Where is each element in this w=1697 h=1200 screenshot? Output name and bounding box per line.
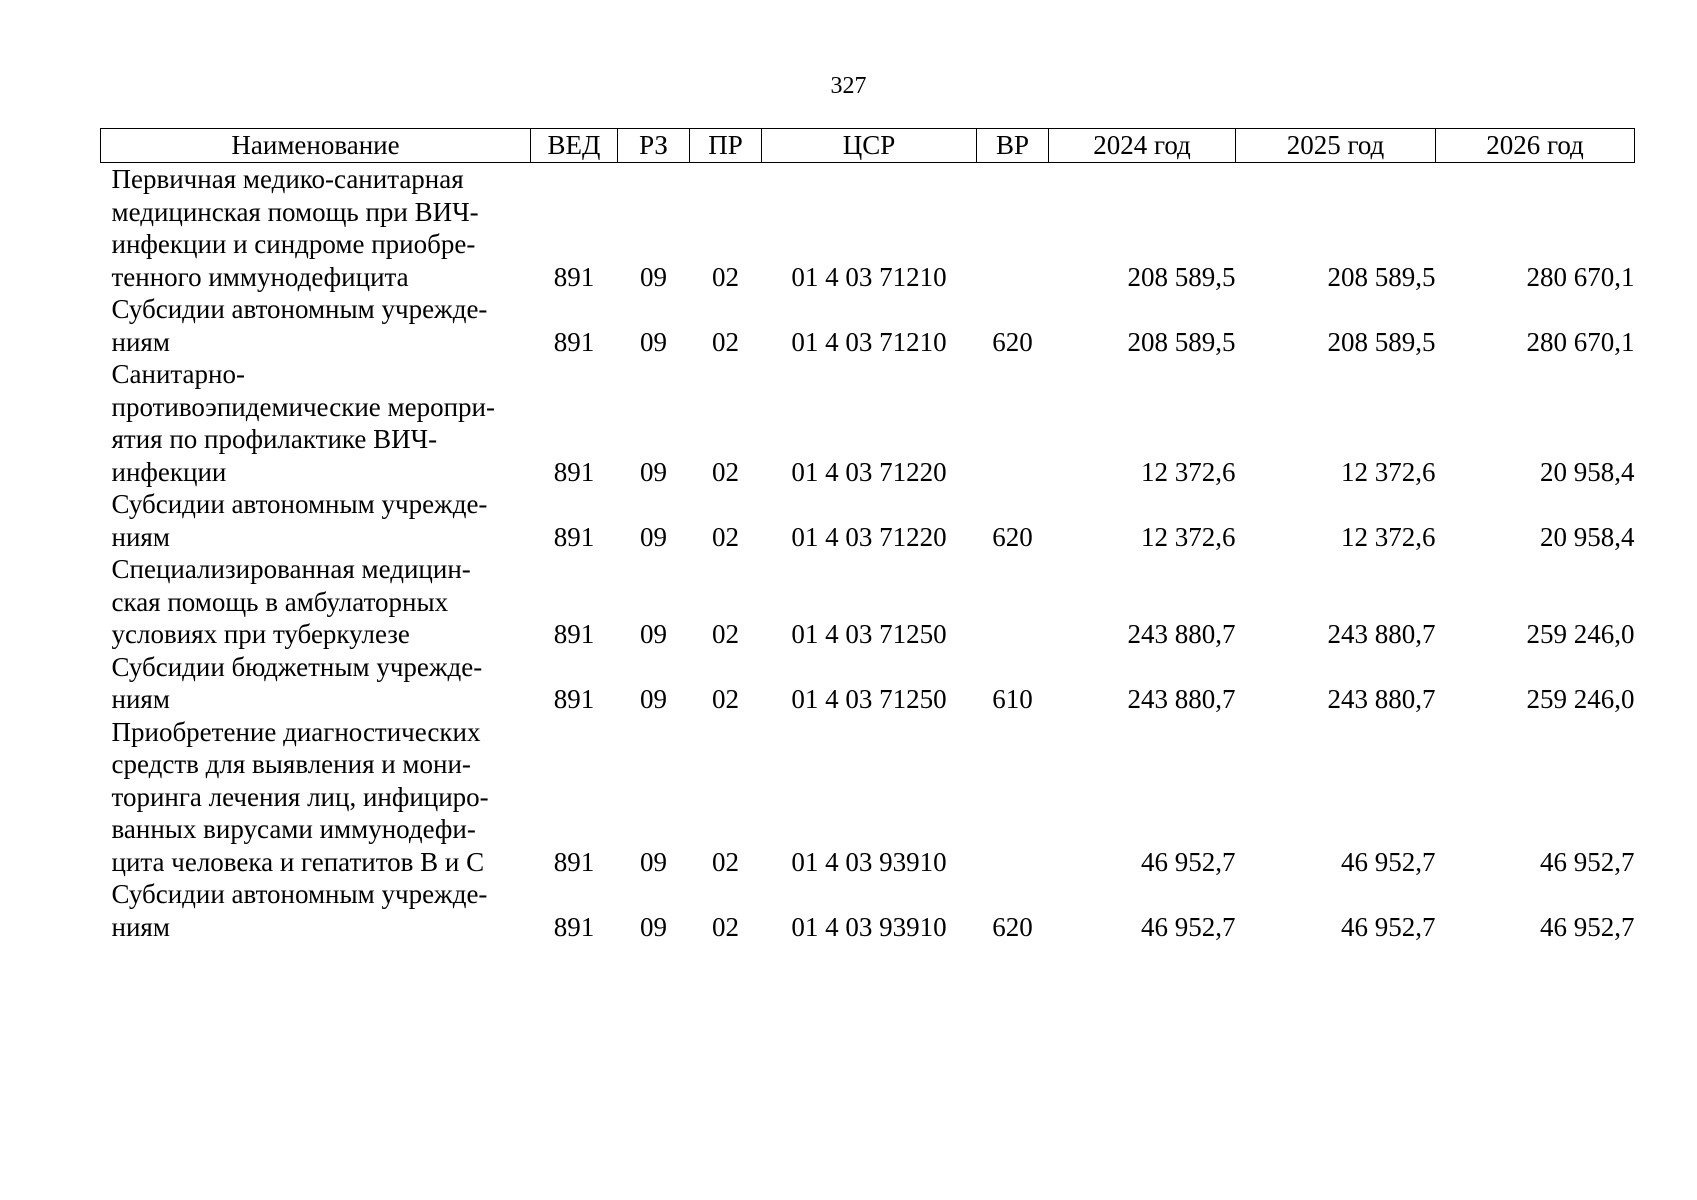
cell-rz: 09 <box>640 684 667 714</box>
table-header-row <box>101 129 1635 163</box>
cell-ved: 891 <box>553 456 595 487</box>
name-line: Субсидии автономным учрежде- <box>111 879 488 909</box>
table-row <box>101 716 1635 879</box>
cell-pr: 02 <box>712 326 739 357</box>
table-row <box>101 293 1635 358</box>
cell-vr <box>977 358 1049 488</box>
cell-vr: 610 <box>992 684 1033 714</box>
cell-2025: 12 372,6 <box>1341 521 1436 552</box>
cell-csr: 01 4 03 71220 <box>791 521 947 552</box>
name-line: инфекции и синдроме приобре- <box>111 229 476 259</box>
name-line: Специализированная медицин- <box>111 554 471 584</box>
cell-pr: 02 <box>712 911 739 942</box>
cell-2026: 46 952,7 <box>1540 911 1635 942</box>
cell-2024: 208 589,5 <box>1127 326 1236 357</box>
cell-pr: 02 <box>712 846 739 877</box>
cell-2026: 20 958,4 <box>1540 521 1635 552</box>
table-row <box>101 651 1635 716</box>
cell-2024: 46 952,7 <box>1141 846 1236 877</box>
cell-2025: 46 952,7 <box>1341 846 1436 877</box>
name-line: Первичная медико-санитарная <box>111 164 464 194</box>
header-csr: ЦСР <box>762 129 977 163</box>
cell-2026: 280 670,1 <box>1526 261 1635 292</box>
cell-2025: 208 589,5 <box>1327 326 1436 357</box>
row-name <box>101 716 531 879</box>
cell-csr: 01 4 03 71210 <box>791 261 947 292</box>
page-number: 327 <box>830 73 867 99</box>
cell-2024: 208 589,5 <box>1127 261 1236 292</box>
cell-2026: 46 952,7 <box>1540 846 1635 877</box>
cell-ved: 891 <box>553 911 595 942</box>
name-line: ниям <box>111 911 170 942</box>
name-line: средств для выявления и мони- <box>111 749 471 779</box>
table-row <box>101 553 1635 651</box>
cell-2026: 259 246,0 <box>1526 619 1635 649</box>
name-line: Приобретение диагностических <box>111 716 481 747</box>
row-name <box>101 651 531 716</box>
name-line: ниям <box>111 326 170 357</box>
header-name: Наименование <box>101 129 531 163</box>
cell-csr: 01 4 03 71250 <box>791 684 947 714</box>
table-row <box>101 163 1635 294</box>
row-name <box>101 163 531 294</box>
cell-rz: 09 <box>640 521 667 552</box>
row-name <box>101 293 531 358</box>
row-name <box>101 553 531 651</box>
cell-pr: 02 <box>712 619 739 649</box>
name-line: торинга лечения лиц, инфициро- <box>111 781 489 812</box>
cell-vr <box>977 716 1049 879</box>
cell-vr: 620 <box>992 911 1033 942</box>
cell-ved: 891 <box>553 261 595 292</box>
table-row <box>101 488 1635 553</box>
name-line: ниям <box>111 521 170 552</box>
name-line: ниям <box>111 684 170 714</box>
cell-2024: 12 372,6 <box>1141 521 1236 552</box>
row-name <box>101 358 531 488</box>
cell-2024: 12 372,6 <box>1141 456 1236 487</box>
cell-2025: 243 880,7 <box>1327 684 1436 714</box>
name-line: условиях при туберкулезе <box>111 619 410 649</box>
name-line: инфекции <box>111 456 227 487</box>
name-line: ская помощь в амбулаторных <box>111 586 449 617</box>
cell-ved: 891 <box>553 521 595 552</box>
name-line: противоэпидемические меропри- <box>111 391 495 422</box>
cell-2024: 46 952,7 <box>1141 911 1236 942</box>
cell-rz: 09 <box>640 846 667 877</box>
cell-ved: 891 <box>553 619 595 649</box>
header-year-2024: 2024 год <box>1049 129 1236 163</box>
cell-rz: 09 <box>640 326 667 357</box>
cell-ved: 891 <box>553 846 595 877</box>
name-line: Субсидии автономным учрежде- <box>111 489 488 519</box>
cell-2026: 259 246,0 <box>1526 684 1635 714</box>
cell-2024: 243 880,7 <box>1127 619 1236 649</box>
table-row <box>101 878 1635 943</box>
cell-2025: 46 952,7 <box>1341 911 1436 942</box>
cell-2025: 12 372,6 <box>1341 456 1436 487</box>
cell-pr: 02 <box>712 684 739 714</box>
cell-csr: 01 4 03 71220 <box>791 456 947 487</box>
header-year-2026: 2026 год <box>1436 129 1635 163</box>
cell-ved: 891 <box>553 326 595 357</box>
cell-2026: 20 958,4 <box>1540 456 1635 487</box>
name-line: Субсидии бюджетным учрежде- <box>111 651 483 682</box>
cell-2025: 208 589,5 <box>1327 261 1436 292</box>
cell-vr <box>977 163 1049 294</box>
cell-rz: 09 <box>640 619 667 649</box>
cell-2025: 243 880,7 <box>1327 619 1436 649</box>
cell-vr <box>977 553 1049 651</box>
cell-rz: 09 <box>640 911 667 942</box>
row-name <box>101 878 531 943</box>
cell-csr: 01 4 03 71250 <box>791 619 947 649</box>
name-line: ятия по профилактике ВИЧ- <box>111 424 438 454</box>
header-vr: ВР <box>977 129 1049 163</box>
cell-ved: 891 <box>553 684 595 714</box>
cell-vr: 620 <box>992 521 1033 552</box>
header-rz: РЗ <box>618 129 690 163</box>
table-row <box>101 358 1635 488</box>
cell-2026: 280 670,1 <box>1526 326 1635 357</box>
header-ved: ВЕД <box>531 129 618 163</box>
cell-vr: 620 <box>992 326 1033 357</box>
name-line: Субсидии автономным учрежде- <box>111 294 488 324</box>
cell-rz: 09 <box>640 261 667 292</box>
name-line: тенного иммунодефицита <box>111 261 409 292</box>
cell-pr: 02 <box>712 261 739 292</box>
name-line: цита человека и гепатитов B и C <box>111 846 485 877</box>
cell-pr: 02 <box>712 456 739 487</box>
name-line: Санитарно- <box>111 359 245 389</box>
cell-pr: 02 <box>712 521 739 552</box>
cell-rz: 09 <box>640 456 667 487</box>
budget-table <box>100 128 1635 943</box>
cell-csr: 01 4 03 93910 <box>791 846 947 877</box>
header-pr: ПР <box>690 129 762 163</box>
header-year-2025: 2025 год <box>1236 129 1436 163</box>
cell-csr: 01 4 03 93910 <box>791 911 947 942</box>
name-line: ванных вирусами иммунодефи- <box>111 814 476 844</box>
cell-2024: 243 880,7 <box>1127 684 1236 714</box>
cell-csr: 01 4 03 71210 <box>791 326 947 357</box>
name-line: медицинская помощь при ВИЧ- <box>111 196 479 227</box>
row-name <box>101 488 531 553</box>
